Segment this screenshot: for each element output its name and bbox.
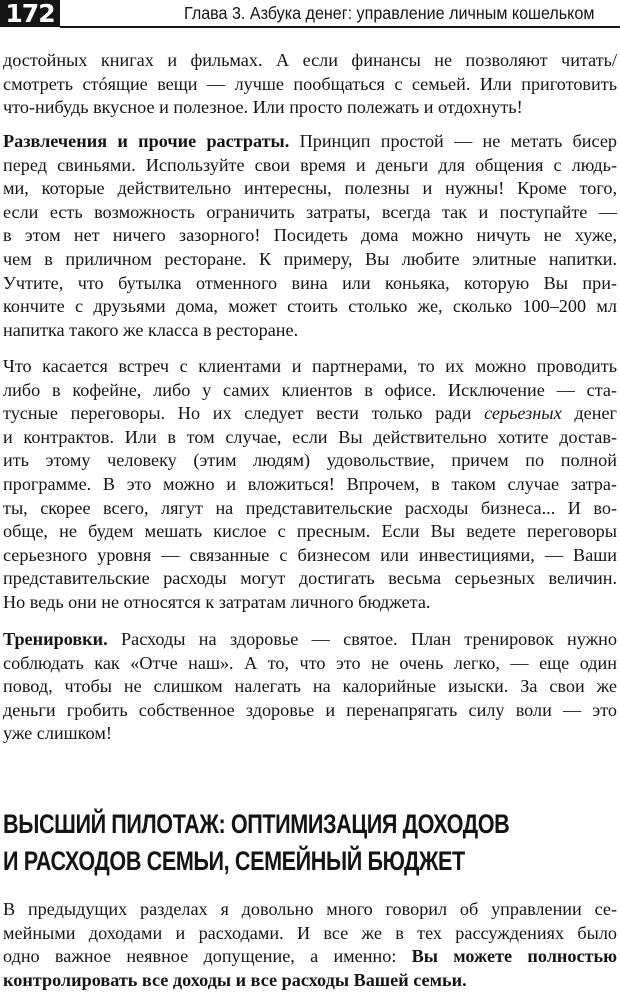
text-line: деньги гробить собственное здоровье и перенапрягать силу воли — это xyxy=(3,699,617,720)
text-run: тусные переговоры. Но их следует вести только ради xyxy=(3,403,485,424)
text-line: обще, не будем мешать кислое с пресным. Если Вы ведете переговоры xyxy=(3,521,617,542)
text-line: перед свиньями. Используйте свои время и деньги для общения с людь- xyxy=(3,154,617,175)
heading-line: ВЫСШИЙ ПИЛОТАЖ: ОПТИМИЗАЦИЯ ДОХОДОВ xyxy=(3,809,510,839)
paragraph-lead: Развлечения и прочие растраты. xyxy=(3,131,290,151)
text-run: Расходы на здоровье — святое. План тренировок нужно xyxy=(107,629,617,649)
text-line: ты, скорее всего, лягут на представительские расходы бизнеса... И во- xyxy=(3,497,617,518)
paragraph-continuation xyxy=(3,49,617,120)
heading-line: И РАСХОДОВ СЕМЬИ, СЕМЕЙНЫЙ БЮДЖЕТ xyxy=(3,846,465,876)
paragraph-lead: Тренировки. xyxy=(3,629,108,649)
chapter-title: Глава 3. Азбука денег: управление личным кошельком xyxy=(184,3,595,23)
text-line xyxy=(3,130,617,154)
text-line: напитка такого же класса в ресторане. xyxy=(3,319,299,340)
text-line: представительские расходы могут достигать весьма серьезных величин. xyxy=(3,568,617,589)
paragraph-family-budget xyxy=(3,898,617,992)
running-header xyxy=(0,0,620,34)
text-line: в этом нет ничего зазорного! Посидеть дома можно ничуть не хуже, xyxy=(3,225,617,246)
page-number: 172 xyxy=(0,0,60,27)
emphasis-bold: контролировать все доходы и все расходы Вашей семьи. xyxy=(3,969,467,990)
text-line: ми, которые действительно интересны, полезны и нужны! Кроме того, xyxy=(3,178,617,199)
text-line: либо в кофейне, либо у самих клиентов в офисе. Исключение — ста- xyxy=(3,379,617,400)
text-line: серьезного уровня — связанные с бизнесом или инвестициями, — Ваши xyxy=(3,544,617,565)
text-line: Учтите, что бутылка отменного вина или коньяка, которую Вы при- xyxy=(3,272,617,293)
paragraph-meetings xyxy=(3,355,617,615)
text-line: кончите с друзьями дома, может стоить столько же, сколько 100–200 мл xyxy=(3,296,617,317)
paragraph-entertainment xyxy=(3,130,617,342)
text-line: если есть возможность ограничить затраты, всегда так и поступайте — xyxy=(3,201,617,222)
text-line: соблюдать как «Отче наш». А то, что это не очень легко, — еще один xyxy=(3,652,617,673)
text-line: и контрактов. Или в том случае, если Вы действительно хотите достав- xyxy=(3,426,617,447)
text-line xyxy=(3,969,617,993)
text-line: смотреть стóящие вещи — лучше пообщаться с семьей. Или приготовить xyxy=(3,73,617,94)
text-line xyxy=(3,402,617,426)
paragraph-training xyxy=(3,628,617,746)
text-run: Принцип простой — не метать бисер xyxy=(289,131,617,151)
emphasis-bold: Вы можете полностью xyxy=(411,946,617,967)
text-line: чем в приличном ресторане. К примеру, Вы любите элитные напитки. xyxy=(3,248,617,269)
text-line: уже слишком! xyxy=(3,723,112,744)
text-line xyxy=(3,945,617,969)
text-line: ить этому человеку (этим людям) удовольствие, причем по полной xyxy=(3,450,617,471)
text-line: Но ведь они не относятся к затратам личного бюджета. xyxy=(3,591,431,612)
text-line: достойных книгах и фильмах. А если финансы не позволяют читать/ xyxy=(3,50,617,70)
text-line: В предыдущих разделах я довольно много говорил об управлении се- xyxy=(3,899,617,919)
section-heading xyxy=(3,806,510,880)
text-line: повод, чтобы не слишком налегать на калорийные изыски. За свои же xyxy=(3,676,617,697)
header-rule xyxy=(60,26,620,28)
text-line xyxy=(3,628,617,652)
emphasis: серьезных xyxy=(484,403,562,424)
text-line: программе. В это можно и вложиться! Впрочем, в таком случае затра- xyxy=(3,473,617,494)
text-line: мейными доходами и расходами. И все же в тех рассуждениях было xyxy=(3,922,617,943)
text-line: что-нибудь вкусное и полезное. Или просто полежать и отдохнуть! xyxy=(3,97,523,118)
text-run: денег xyxy=(561,403,618,424)
text-line: Что касается встреч с клиентами и партнерами, то их можно проводить xyxy=(3,356,617,376)
text-run: одно важное неявное допущение, а именно: xyxy=(3,946,412,967)
